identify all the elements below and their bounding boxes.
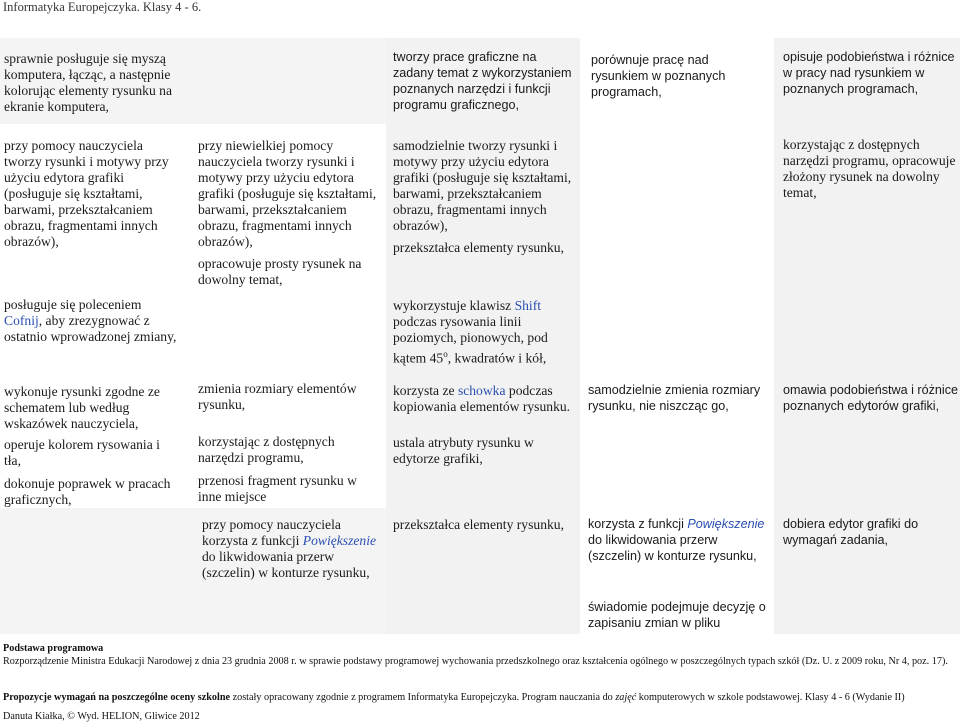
c2-r2b: opracowuje prosty rysunek na dowolny temat, — [198, 256, 362, 287]
c2-r2a: przy niewielkiej pomocy nauczyciela tworzy rysunki i motywy przy użyciu edytora grafiki (posługuje się kształtami, barwami, przekształcaniem obrazu, fragmentami innych obrazów), — [198, 138, 377, 249]
c4-r1: porównuje pracę nad rysunkiem w poznanych programach, — [591, 53, 726, 99]
cofnij-label: Cofnij — [4, 313, 39, 328]
c5-r1: opisuje podobieństwa i różnice w pracy nad rysunkiem w poznanych programach, — [783, 50, 955, 96]
c4-r7c: do likwidowania przerw (szczelin) w konturze rysunku, — [588, 533, 757, 563]
prop-bold: Propozycje wymagań na poszczególne oceny szkolne — [3, 692, 231, 703]
document-header: Informatyka Europejczyka. Klasy 4 - 6. — [3, 0, 202, 14]
c1-r5: operuje kolorem rysowania i tła, — [4, 437, 160, 468]
c2-r6: przenosi fragment rysunku w inne miejsce — [198, 473, 357, 504]
c2-r5: korzystając z dostępnych narzędzi programu, — [198, 434, 335, 465]
c1-r3 — [4, 297, 184, 345]
c3-r4a: korzysta ze — [393, 383, 455, 398]
footer-proposals — [3, 691, 958, 704]
c3-r2b: przekształca elementy rysunku, — [393, 240, 564, 255]
c2-r7 — [202, 517, 382, 581]
c4-r8: świadomie podejmuje decyzję o zapisaniu zmian w pliku — [588, 600, 766, 630]
c2-r7a: przy pomocy nauczyciela korzysta z funkcji — [202, 517, 341, 548]
c3-r5: ustala atrybuty rysunku w edytorze grafiki, — [393, 435, 534, 466]
c1-r4: wykonuje rysunki zgodne ze schematem lub według wskazówek nauczyciela, — [4, 384, 160, 431]
c1-r3a: posługuje się poleceniem — [4, 297, 142, 312]
c3-r4c: podczas kopiowania elementów rysunku. — [393, 383, 571, 414]
schowka-label: schowka — [457, 383, 506, 398]
pp-title: Podstawa programowa — [3, 643, 104, 654]
shift-label: Shift — [514, 298, 542, 313]
c5-r2: korzystając z dostępnych narzędzi programu, opracowuje złożony rysunek na dowolny temat, — [783, 137, 956, 200]
c3-r4 — [393, 383, 575, 415]
footer-pp-text: Rozporządzenie Ministra Edukacji Narodowej z dnia 23 grudnia 2008 r. w sprawie podstawy programowej wychowania przedszkolnego oraz kształcenia ogólnego w poszczególnych typach szkół (Dz. U. z 2009 roku, Nr 4, poz. 17). — [3, 656, 948, 667]
c1-r6: dokonuje poprawek w pracach graficznych, — [4, 476, 171, 507]
c4-r7a: korzysta z funkcji — [588, 517, 684, 531]
c3-r3c: podczas rysowania linii poziomych, pionowych, pod kątem 45 — [393, 314, 548, 366]
prop-text2: komputerowych w szkole podstawowej. Klasy 4 - 6 (Wydanie II) — [636, 692, 905, 703]
prop-text1: zostały opracowany zgodnie z programem Informatyka Europejczyka. Program nauczania do — [230, 692, 616, 703]
c5-r7: dobiera edytor grafiki do wymagań zadania, — [783, 517, 919, 547]
footer-pp-title — [3, 642, 958, 655]
c3-r1: tworzy prace graficzne na zadany temat z wykorzystaniem poznanych narzędzi i funkcji programu graficznego, — [393, 50, 572, 112]
c2-r4: zmienia rozmiary elementów rysunku, — [198, 381, 357, 412]
powiekszenie-label-2: Powiększenie — [687, 517, 765, 531]
c4-r7 — [588, 516, 768, 564]
c2-r7c: do likwidowania przerw (szczelin) w konturze rysunku, — [202, 549, 370, 580]
c3-r3 — [393, 298, 575, 367]
footer-author: Danuta Kiałka, © Wyd. HELION, Gliwice 2012 — [3, 711, 200, 722]
prop-italic: zajęć — [615, 692, 637, 703]
c3-r3d: , kwadratów i kół, — [447, 350, 547, 366]
c1-r3c: , aby zrezygnować z ostatnio wprowadzonej zmiany, — [4, 313, 177, 344]
c1-r1: sprawnie posługuje się myszą komputera, łącząc, a następnie kolorując elementy rysunku na ekranie komputera, — [4, 51, 172, 114]
powiekszenie-label: Powiększenie — [302, 533, 377, 548]
c3-r3a: wykorzystuje klawisz — [393, 298, 512, 313]
c1-r2: przy pomocy nauczyciela tworzy rysunki i motywy przy użyciu edytora grafiki (posługuje się kształtami, barwami, przekształcaniem obrazu, fragmentami innych obrazów), — [4, 138, 169, 249]
c5-r4: omawia podobieństwa i różnice poznanych edytorów grafiki, — [783, 383, 959, 413]
c3-r7: przekształca elementy rysunku, — [393, 517, 564, 532]
c3-r2a: samodzielnie tworzy rysunki i motywy przy użyciu edytora grafiki (posługuje się kształtami, barwami, przekształcaniem obrazu, fragmentami innych obrazów), — [393, 138, 572, 233]
degree-sup: o — [443, 349, 448, 359]
c4-r4: samodzielnie zmienia rozmiary rysunku, nie niszcząc go, — [588, 383, 761, 413]
